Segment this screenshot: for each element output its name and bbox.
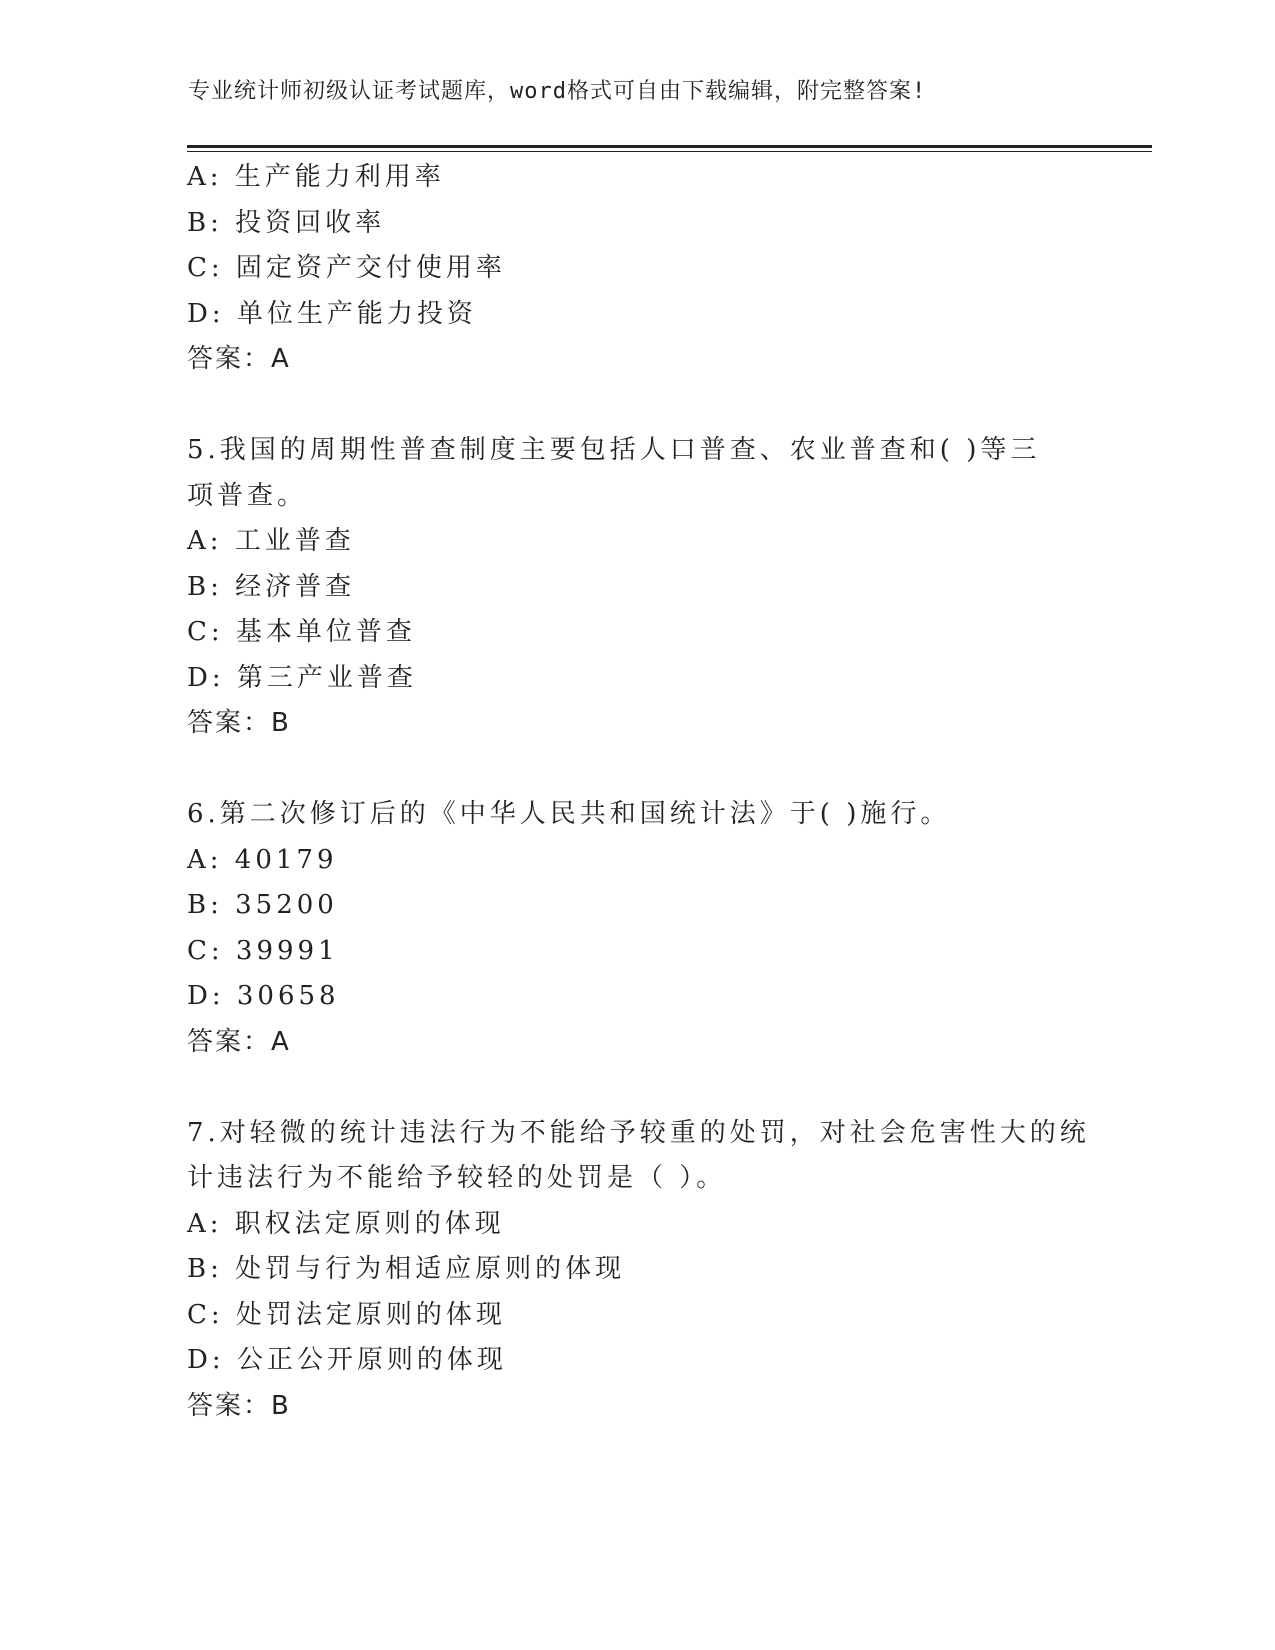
option-b: B: 处罚与行为相适应原则的体现 <box>187 1254 626 1284</box>
option-d: D: 30658 <box>187 981 340 1011</box>
header-rule-thick <box>187 145 1152 148</box>
option-b: B: 投资回收率 <box>187 207 386 238</box>
question-text-line-1: 6.第二次修订后的《中华人民共和国统计法》于( )施行。 <box>187 799 951 829</box>
option-d: D: 第三产业普查 <box>187 662 417 693</box>
question-block-6 <box>187 792 1077 1065</box>
answer-line: 答案：A <box>187 344 291 374</box>
option-d: D: 单位生产能力投资 <box>187 298 477 329</box>
answer-line: 答案：B <box>187 1390 291 1421</box>
option-a: A: 生产能力利用率 <box>187 162 445 192</box>
answer-line: 答案：B <box>187 708 291 738</box>
question-block-4 <box>187 155 1077 383</box>
option-c: C: 固定资产交付使用率 <box>187 253 506 283</box>
option-c: C: 基本单位普查 <box>187 617 416 647</box>
question-text-line-1: 7.对轻微的统计违法行为不能给予较重的处罚，对社会危害性大的统 <box>187 1117 1090 1148</box>
document-body <box>187 155 1090 1429</box>
question-text-line-2: 项普查。 <box>187 480 308 511</box>
question-block-7 <box>187 1111 1090 1430</box>
option-c: C: 处罚法定原则的体现 <box>187 1299 506 1330</box>
answer-line: 答案：A <box>187 1026 291 1057</box>
question-block-5 <box>187 428 1077 747</box>
page-header: 专业统计师初级认证考试题库，word格式可自由下载编辑，附完整答案! <box>188 79 927 104</box>
option-a: A: 40179 <box>187 844 338 875</box>
question-text-line-1: 5.我国的周期性普查制度主要包括人口普查、农业普查和( )等三 <box>187 435 1041 465</box>
spacer <box>187 747 1077 793</box>
option-a: A: 工业普查 <box>187 526 355 556</box>
spacer <box>187 1065 1077 1111</box>
header-rule-thin <box>187 151 1152 152</box>
option-c: C: 39991 <box>187 935 339 966</box>
option-b: B: 35200 <box>187 890 338 920</box>
option-d: D: 公正公开原则的体现 <box>187 1345 507 1375</box>
spacer <box>187 383 1077 429</box>
question-text-line-2: 计违法行为不能给予较轻的处罚是（ ）。 <box>187 1163 727 1193</box>
option-b: B: 经济普查 <box>187 571 356 602</box>
option-a: A: 职权法定原则的体现 <box>187 1208 505 1239</box>
